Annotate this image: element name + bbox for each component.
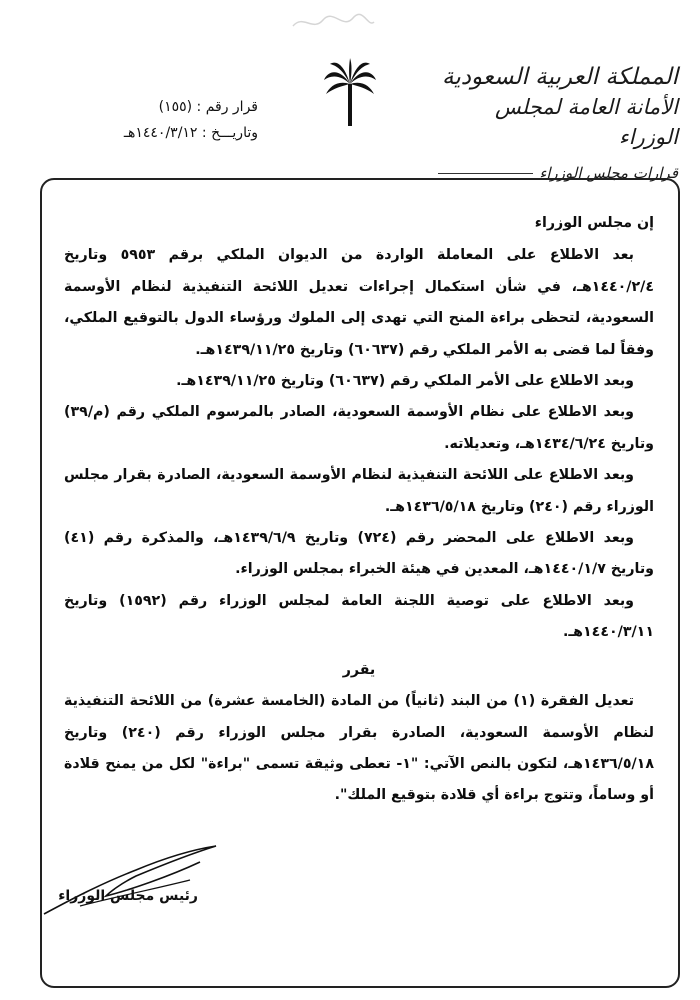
paragraph: وبعد الاطلاع على توصية اللجنة العامة لمجلس الوزراء رقم (١٥٩٢) وتاريخ ١٤٤٠/٣/١١هـ. [64,592,654,641]
resolves-heading: يقرر [342,661,376,678]
palm-emblem-icon [322,58,378,128]
document-body [64,208,654,812]
header-rule [438,173,533,174]
letterhead-right [438,62,678,184]
kingdom-name: المملكة العربية السعودية [442,64,678,90]
decision-info [48,94,258,146]
secretariat-name: الأمانة العامة لمجلس الوزراء [494,95,678,149]
signature-title: رئيس مجلس الوزراء [58,888,198,904]
paragraph: بعد الاطلاع على المعاملة الواردة من الديوان الملكي برقم ٥٩٥٣ وتاريخ ١٤٤٠/٢/٤هـ، في شأن استكمال إجراءات تعديل اللائحة التنفيذية لنظام الأوسمة السعودية، لتحظى براءة المنح التي تهدى إلى الملوك ورؤساء الدول بالتوقيع الملكي، وفقاً لما قضى به الأمر الملكي رقم (٦٠٦٣٧) وتاريخ ١٤٣٩/١١/٢٥هـ. [64,247,654,358]
resolution-paragraph: تعديل الفقرة (١) من البند (ثانياً) من المادة (الخامسة عشرة) من اللائحة التنفيذية لنظام الأوسمة السعودية، الصادرة بقرار مجلس الوزراء رقم (٢٤٠) وتاريخ ١٤٣٦/٥/١٨هـ، لتكون بالنص الآتي: "١- تعطى وثيقة تسمى "براءة" لكل من يمنح قلادة أو وساماً، وتتوج براءة أي قلادة بتوقيع الملك". [64,693,654,804]
opening-line: إن مجلس الوزراء [534,215,654,231]
decision-number: قرار رقم : (١٥٥) [158,99,258,115]
series-text: قرارات مجلس الوزراء [539,164,678,182]
paragraph: وبعد الاطلاع على نظام الأوسمة السعودية، الصادر بالمرسوم الملكي رقم (م/٣٩) وتاريخ ١٤٣٤/٦/٢٤هـ، وتعديلاته. [64,404,654,452]
handwritten-signature [40,840,230,920]
decision-date: وتاريـــخ : ١٤٤٠/٣/١٢هـ [123,125,258,141]
paragraph: وبعد الاطلاع على الأمر الملكي رقم (٦٠٦٣٧) وتاريخ ١٤٣٩/١١/٢٥هـ. [176,373,634,390]
paragraph: وبعد الاطلاع على اللائحة التنفيذية لنظام الأوسمة السعودية، الصادرة بقرار مجلس الوزراء رقم (٢٤٠) وتاريخ ١٤٣٦/٥/١٨هـ. [64,467,654,515]
stamp-watermark [288,10,378,34]
paragraph: وبعد الاطلاع على المحضر رقم (٧٢٤) وتاريخ ١٤٣٩/٦/٩هـ، والمذكرة رقم (٤١) وتاريخ ١٤٤٠/١/٧هـ، المعدين في هيئة الخبراء بمجلس الوزراء. [64,530,654,578]
